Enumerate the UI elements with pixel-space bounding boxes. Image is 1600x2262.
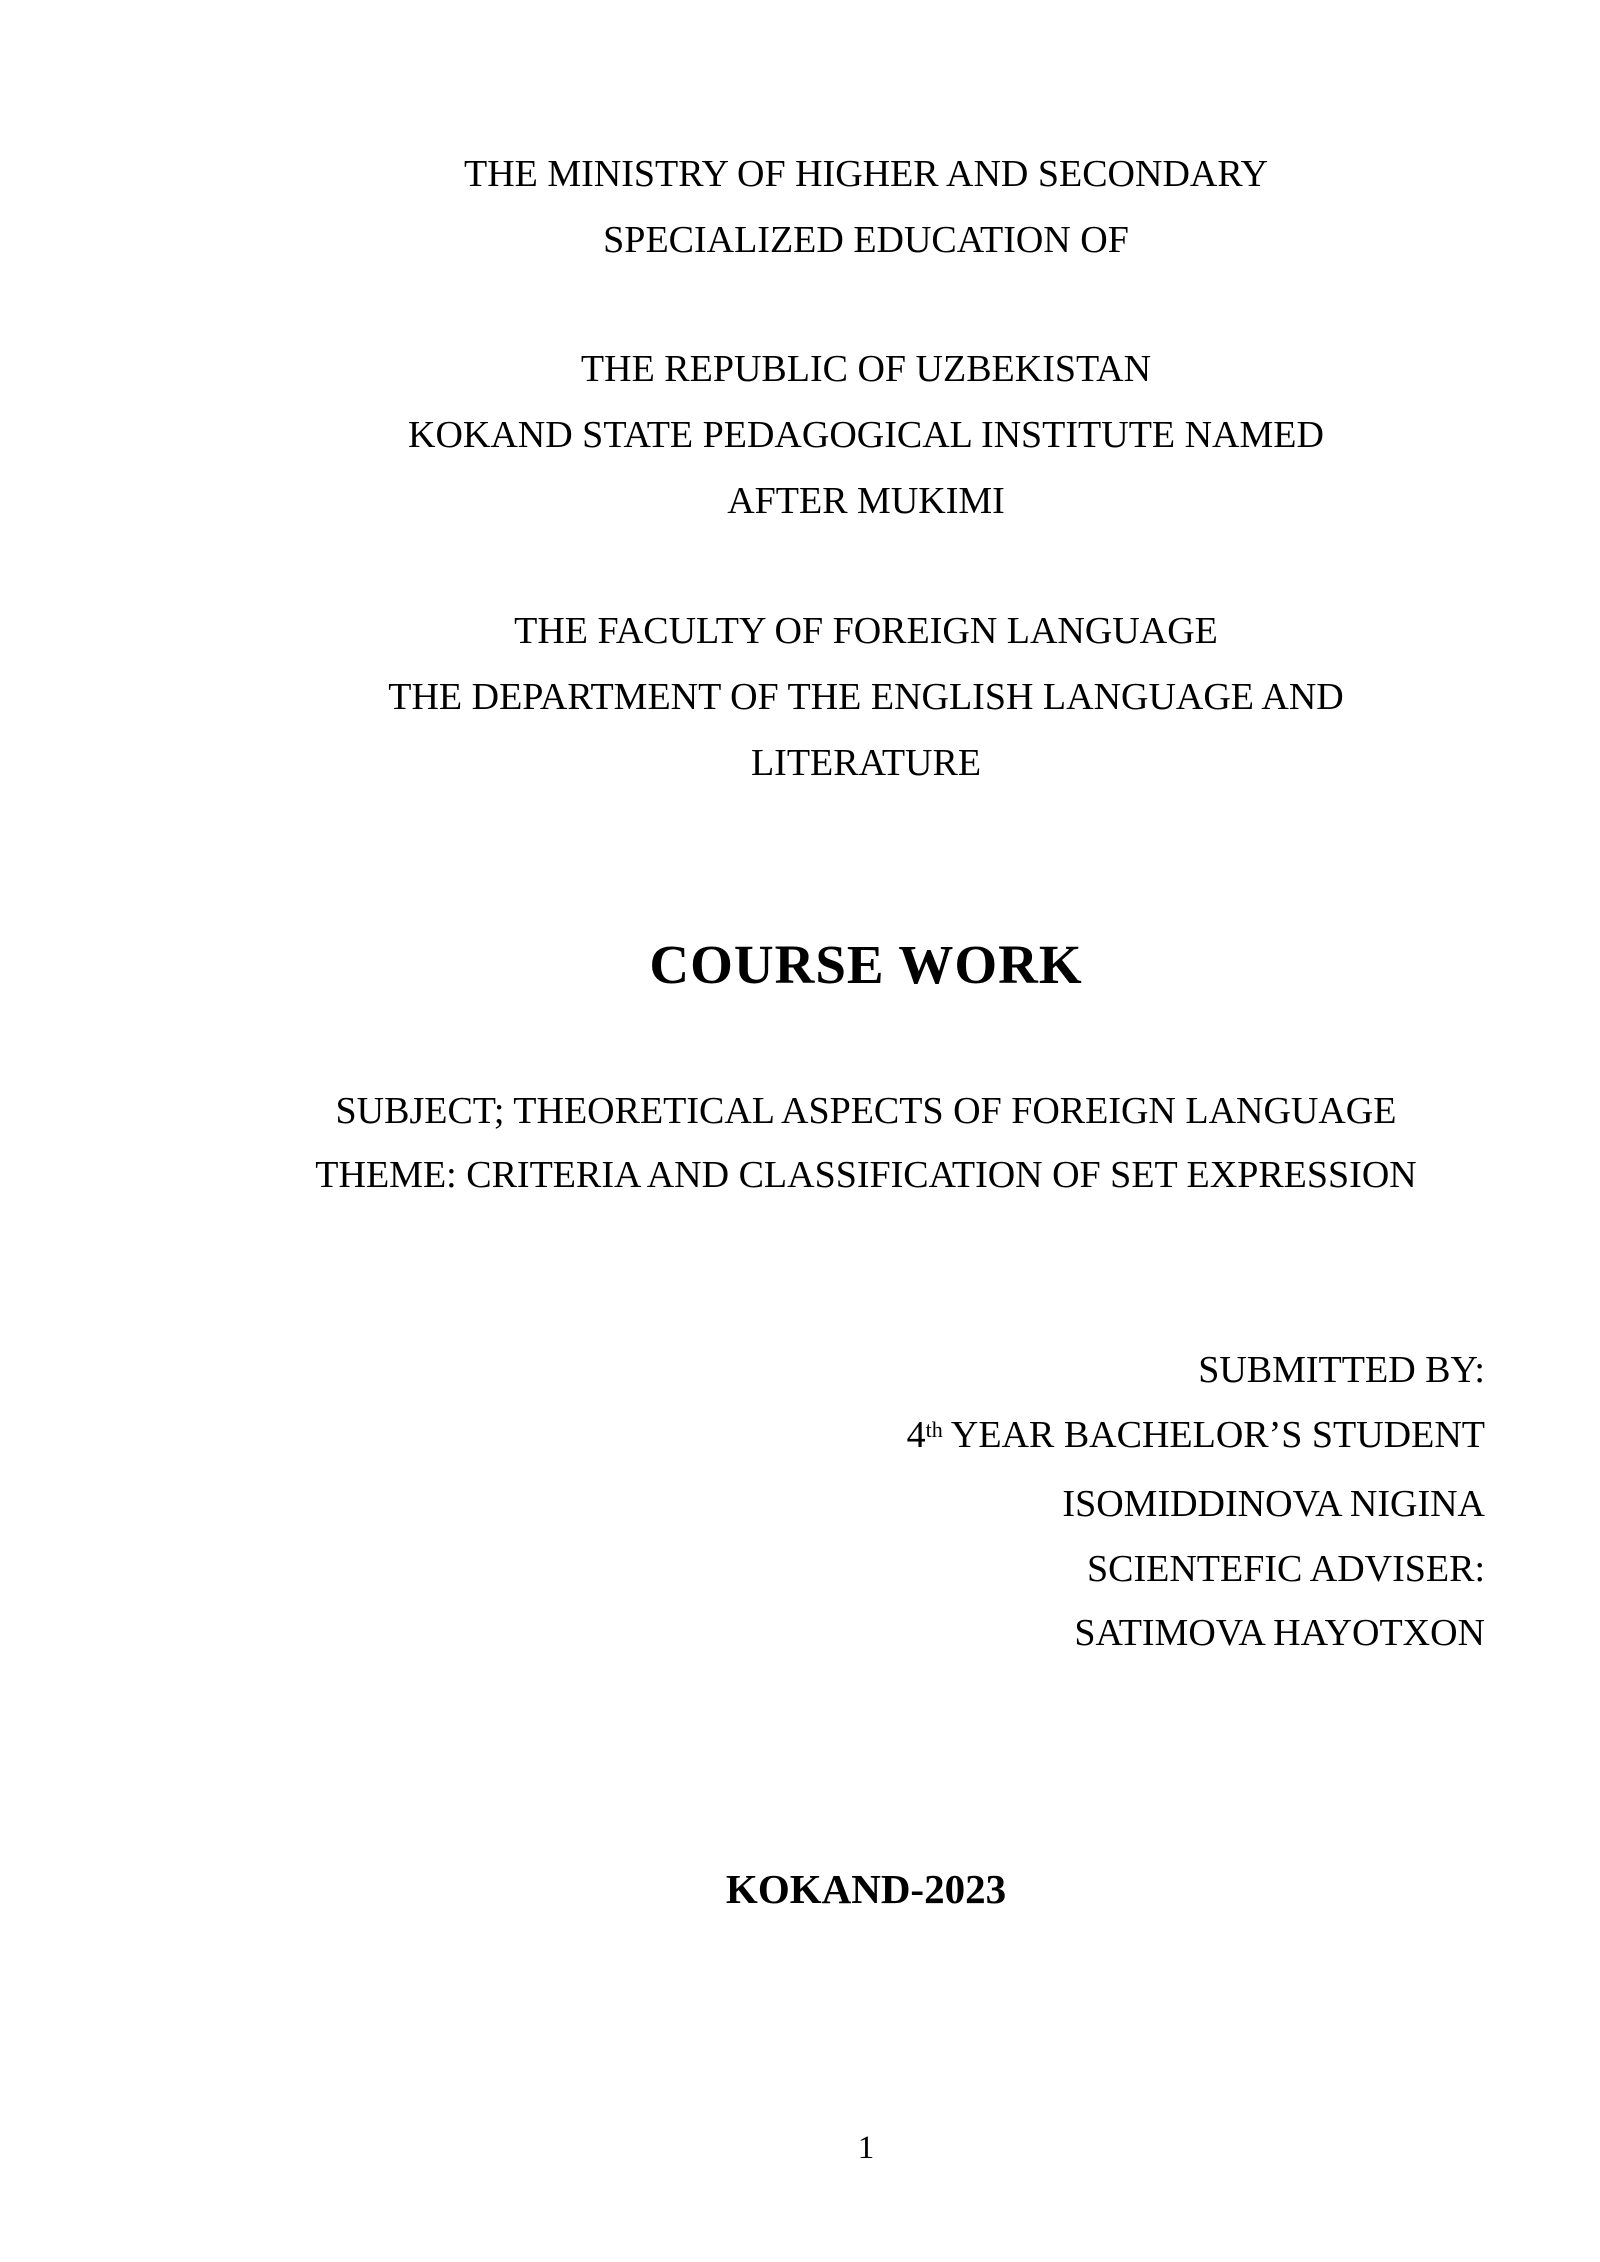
topic-block bbox=[247, 1079, 1485, 1207]
institute-header bbox=[247, 336, 1485, 534]
department-line-1: THE FACULTY OF FOREIGN LANGUAGE bbox=[514, 610, 1218, 652]
student-year-prefix: 4 bbox=[906, 1413, 926, 1456]
city-year-block bbox=[247, 1858, 1485, 1920]
submission-block bbox=[247, 1338, 1485, 1666]
department-line-3: LITERATURE bbox=[750, 742, 982, 784]
ministry-header bbox=[247, 141, 1485, 273]
institute-line-3: AFTER MUKIMI bbox=[727, 480, 1005, 522]
department-header bbox=[247, 598, 1485, 796]
subject-line: SUBJECT; THEORETICAL ASPECTS OF FOREIGN LANGUAGE bbox=[335, 1090, 1397, 1132]
adviser-label: SCIENTEFIC ADVISER: bbox=[1087, 1547, 1485, 1590]
student-year-rest: YEAR BACHELOR’S STUDENT bbox=[942, 1413, 1485, 1456]
student-year-line bbox=[247, 1403, 1485, 1473]
page-title: COURSE WORK bbox=[649, 934, 1083, 995]
student-year-superscript: th bbox=[925, 1416, 943, 1442]
institute-line-1: THE REPUBLIC OF UZBEKISTAN bbox=[580, 348, 1152, 390]
theme-line: THEME: CRITERIA AND CLASSIFICATION OF SET EXPRESSION bbox=[315, 1154, 1417, 1196]
city-year: KOKAND-2023 bbox=[725, 1866, 1007, 1912]
title-block bbox=[247, 922, 1485, 1008]
department-line-2: THE DEPARTMENT OF THE ENGLISH LANGUAGE AND bbox=[388, 676, 1344, 718]
student-name: ISOMIDDINOVA NIGINA bbox=[1062, 1483, 1485, 1525]
adviser-name: SATIMOVA HAYOTXON bbox=[1074, 1612, 1485, 1654]
ministry-line-2: SPECIALIZED EDUCATION OF bbox=[603, 219, 1129, 261]
institute-line-2: KOKAND STATE PEDAGOGICAL INSTITUTE NAMED bbox=[408, 414, 1324, 456]
ministry-line-1: THE MINISTRY OF HIGHER AND SECONDARY bbox=[463, 153, 1269, 195]
page-number: 1 bbox=[857, 2130, 875, 2166]
page-number-block bbox=[247, 2126, 1485, 2170]
submitted-by-label: SUBMITTED BY: bbox=[1198, 1349, 1485, 1391]
